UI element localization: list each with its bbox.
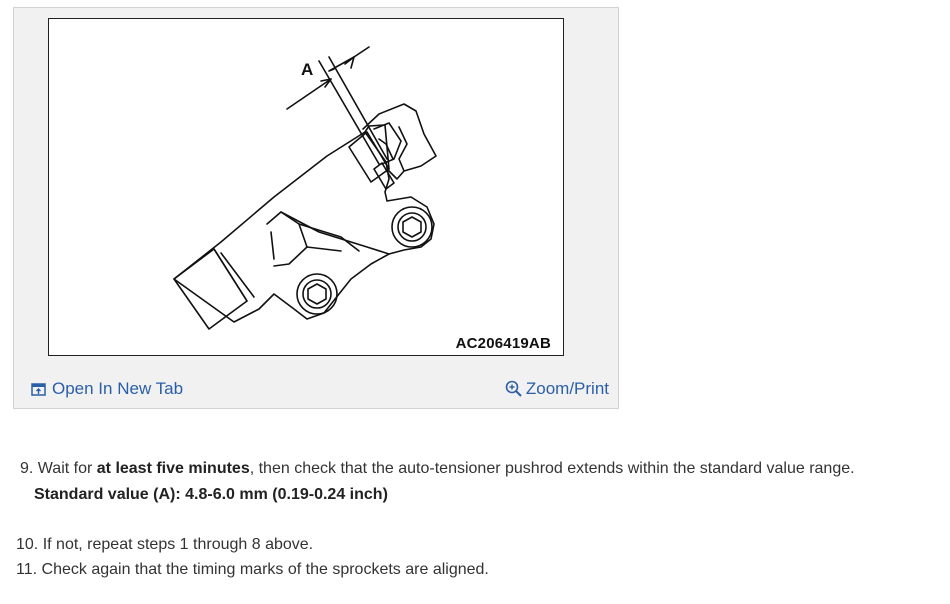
tensioner-diagram <box>48 18 564 356</box>
open-in-new-tab-button[interactable] <box>31 379 183 399</box>
figure-toolbar <box>15 373 617 407</box>
zoom-print-button[interactable] <box>505 379 609 399</box>
step-9 <box>20 460 855 478</box>
zoom-in-icon <box>505 380 523 398</box>
step-text: If not, repeat steps 1 through 8 above. <box>42 536 314 553</box>
step-number: 10. <box>16 536 39 553</box>
step-text: , then check that the auto-tensioner pushrod extends within the standard value range. <box>249 460 855 477</box>
step-number: 9. <box>20 460 34 477</box>
open-new-tab-icon <box>31 383 46 396</box>
step-text: Check again that the timing marks of the sprockets are aligned. <box>41 561 489 578</box>
figure-card <box>13 7 619 409</box>
step-text: Wait for <box>37 460 97 477</box>
auto-tensioner-drawing <box>49 19 565 357</box>
dimension-label-a: A <box>301 60 314 79</box>
step-10 <box>16 536 313 554</box>
step-number: 11. <box>16 561 38 578</box>
zoom-print-label: Zoom/Print <box>525 379 609 398</box>
step-11 <box>16 561 489 579</box>
step-emphasis: at least five minutes <box>96 460 250 477</box>
figure-code: AC206419AB <box>455 335 551 352</box>
standard-value: Standard value (A): 4.8-6.0 mm (0.19-0.24 inch) <box>34 486 388 503</box>
open-in-new-tab-label: Open In New Tab <box>52 379 184 398</box>
